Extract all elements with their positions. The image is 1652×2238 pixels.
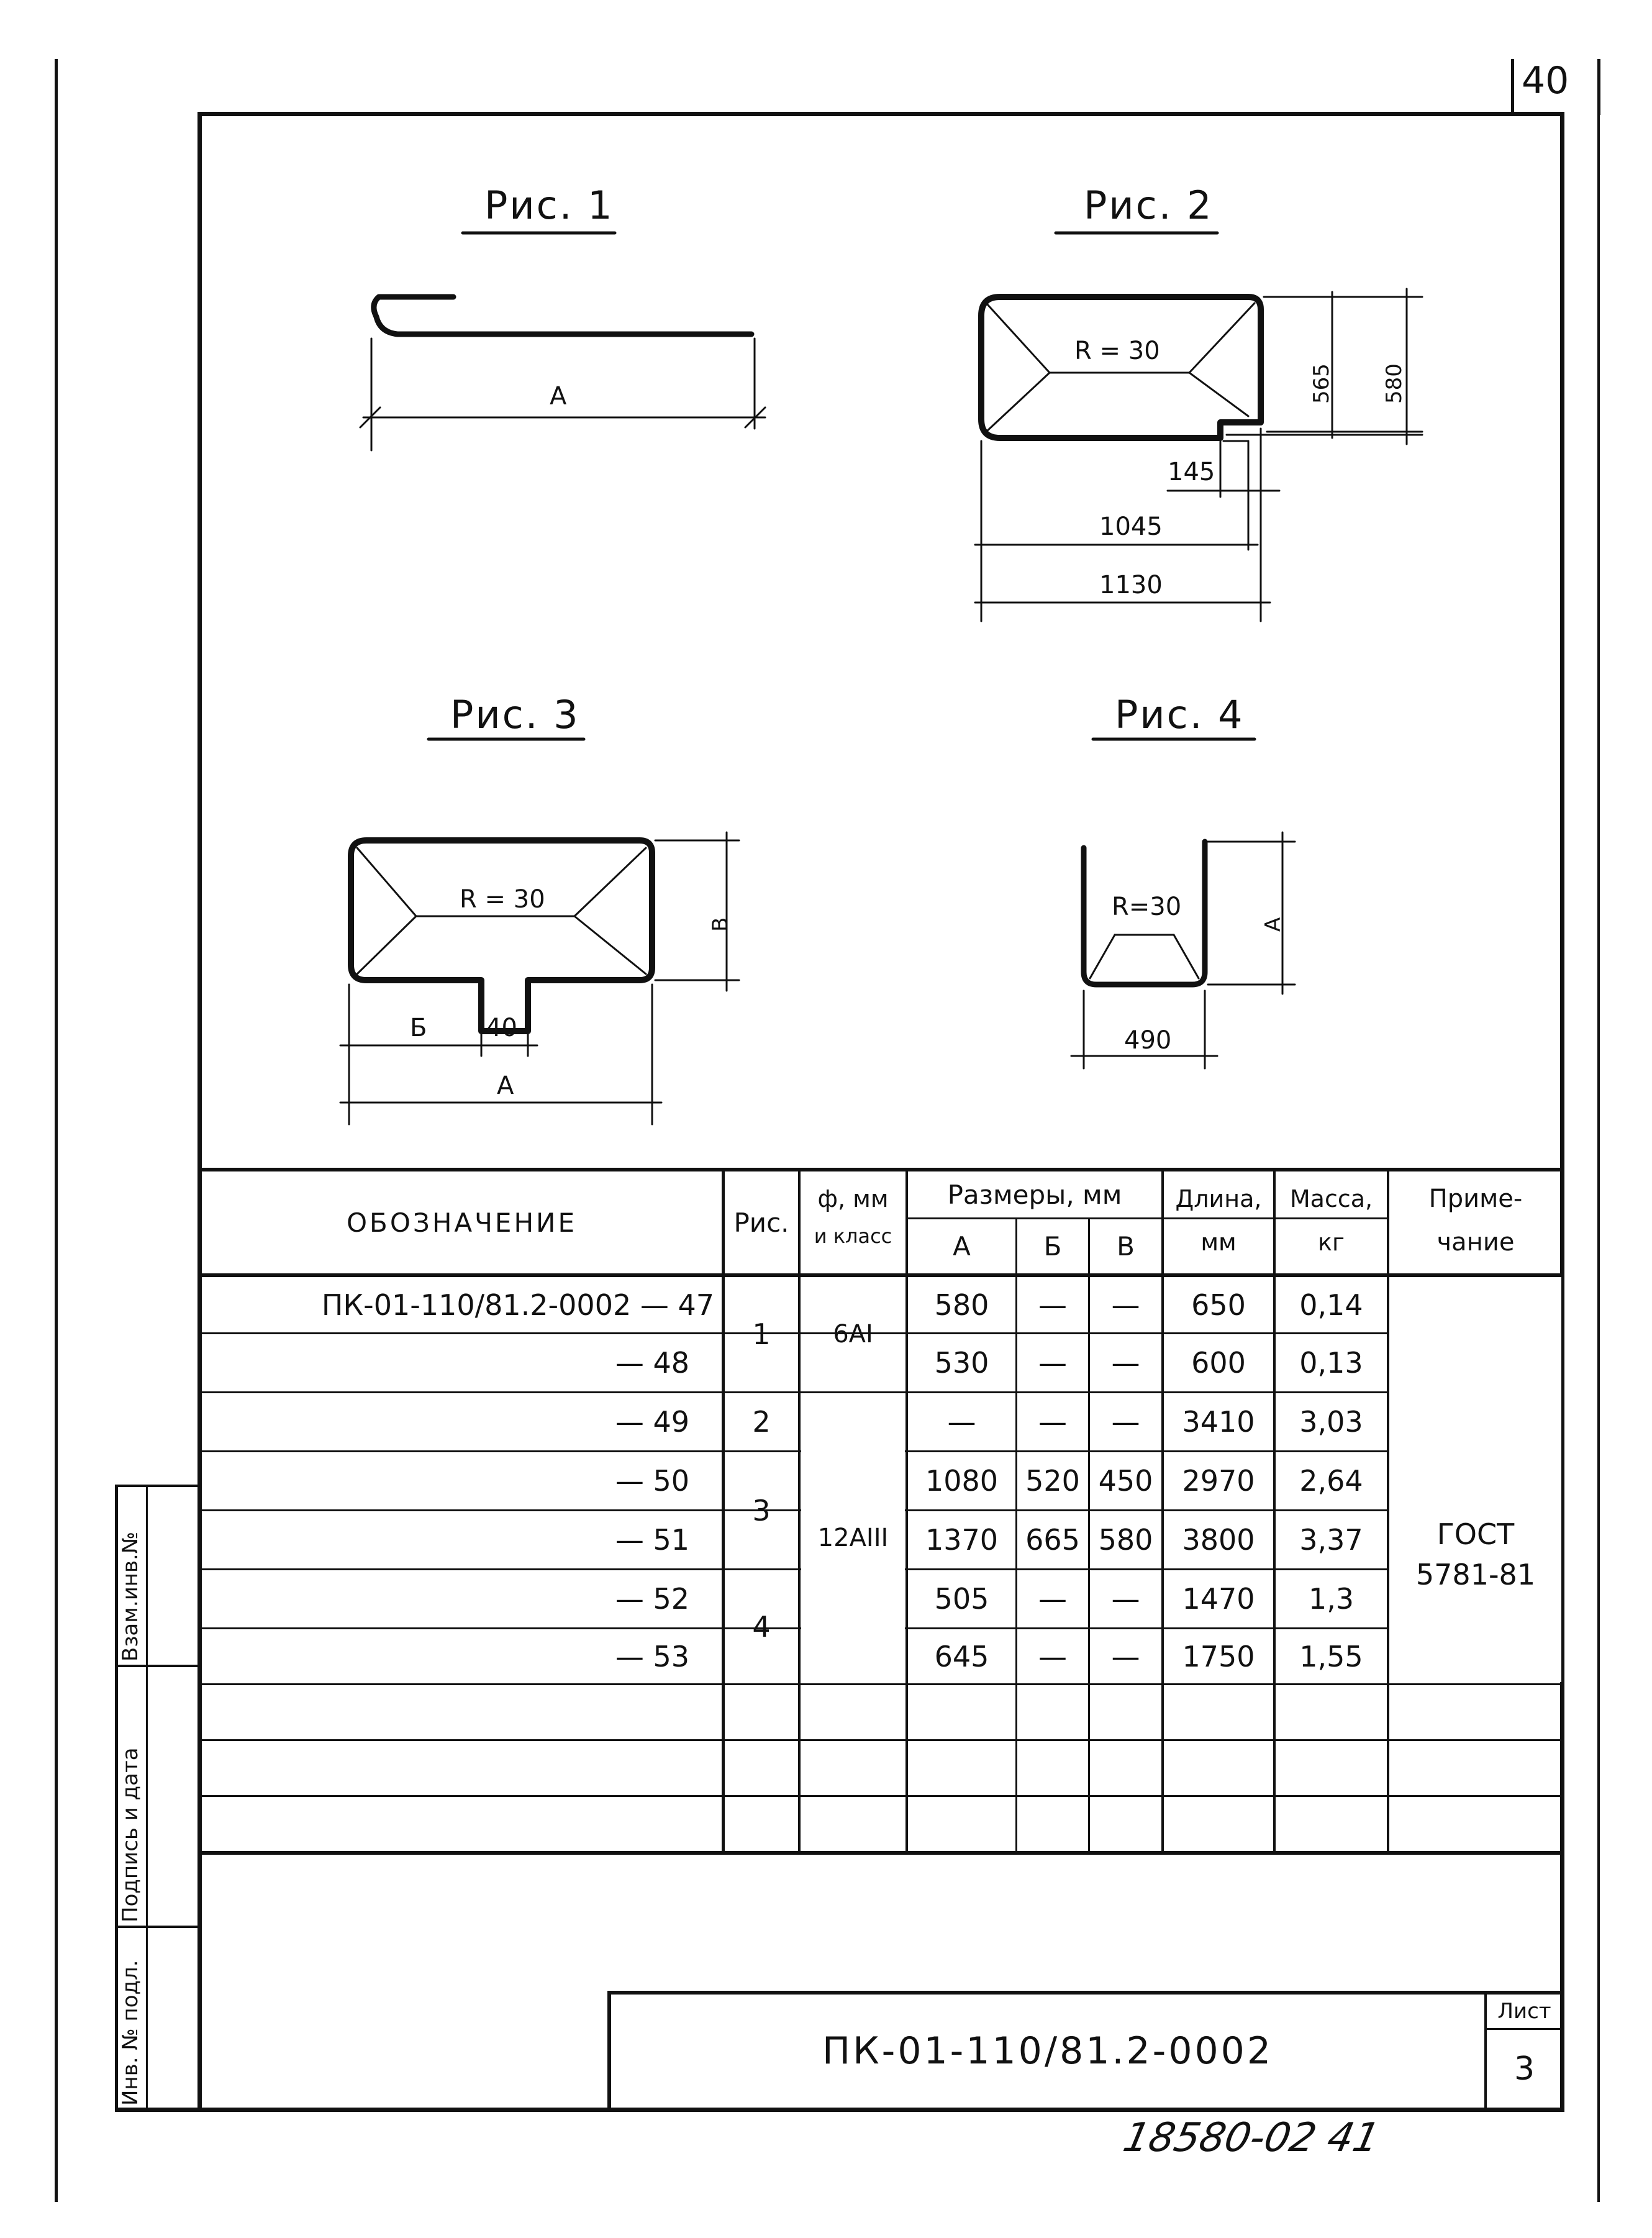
fig3-dim-a: А	[497, 1071, 514, 1100]
hdr-size-v: В	[1117, 1231, 1135, 1262]
fig-group-2: 2	[752, 1405, 771, 1439]
row-49-v: —	[1111, 1405, 1140, 1439]
row-48-a: 530	[934, 1346, 989, 1380]
row-52-a: 505	[934, 1582, 989, 1616]
row-53-a: 645	[934, 1639, 989, 1673]
row-53-designation: — 53	[615, 1639, 689, 1673]
fig2-stirrup	[981, 297, 1261, 438]
row-52-b: —	[1038, 1582, 1067, 1616]
title-code: ПК-01-110/81.2-0002	[822, 2029, 1274, 2073]
row-48-designation: — 48	[615, 1346, 689, 1380]
hdr-size-a: А	[953, 1231, 971, 1262]
fig-group-3: 3	[752, 1493, 771, 1527]
hdr-size-b: Б	[1043, 1231, 1062, 1262]
hdr-length-1: Длина,	[1175, 1185, 1262, 1212]
fig3-title: Рис. 3	[450, 692, 580, 737]
fig4-dim-490: 490	[1124, 1026, 1172, 1055]
fig3-dim-b: Б	[410, 1014, 427, 1042]
fig-group-1: 1	[752, 1317, 771, 1351]
fig4-dim-a: А	[1261, 917, 1286, 932]
fig1-dim-a: А	[550, 382, 567, 411]
row-47-v: —	[1111, 1288, 1140, 1322]
class-group-2: 12АIII	[817, 1523, 889, 1552]
row-52-mass: 1,3	[1308, 1582, 1355, 1616]
fig1-title: Рис. 1	[484, 183, 614, 228]
fig3-dim-v: В	[708, 917, 733, 932]
side-inv-podl: Инв. № подл.	[118, 1960, 143, 2106]
side-podpis-data: Подпись и дата	[118, 1747, 143, 1922]
row-53-v: —	[1111, 1639, 1140, 1673]
row-51-b: 665	[1025, 1523, 1080, 1557]
hdr-mass-1: Масса,	[1289, 1185, 1373, 1212]
row-48-b: —	[1038, 1346, 1067, 1380]
hdr-mass-2: кг	[1318, 1229, 1345, 1256]
row-48-mass: 0,13	[1299, 1346, 1363, 1380]
note-gost-2: 5781-81	[1415, 1558, 1536, 1591]
hdr-designation: ОБОЗНАЧЕНИЕ	[346, 1207, 578, 1238]
row-51-mass: 3,37	[1299, 1523, 1363, 1557]
row-49-designation: — 49	[615, 1405, 689, 1439]
row-47-designation: ПК-01-110/81.2-0002 — 47	[321, 1288, 714, 1322]
row-50-a: 1080	[925, 1464, 999, 1498]
fig2-dim-1130: 1130	[1099, 571, 1163, 599]
fig3-dim-40: 40	[486, 1014, 517, 1042]
row-50-mass: 2,64	[1299, 1464, 1363, 1498]
hdr-fig: Рис.	[733, 1207, 789, 1238]
fig2-dim-565: 565	[1309, 363, 1334, 404]
row-49-mass: 3,03	[1299, 1405, 1363, 1439]
row-51-designation: — 51	[615, 1523, 689, 1557]
fig2-radius: R = 30	[1074, 337, 1160, 365]
handwritten-note: 18580-02 41	[1119, 2115, 1384, 2161]
row-53-b: —	[1038, 1639, 1067, 1673]
row-48-length: 600	[1191, 1346, 1246, 1380]
side-vzam-inv: Взам.инв.№	[118, 1531, 143, 1662]
row-48-v: —	[1111, 1346, 1140, 1380]
fig2-dim-145: 145	[1168, 458, 1215, 486]
hdr-note-1: Приме-	[1428, 1185, 1523, 1213]
note-gost-1: ГОСТ	[1436, 1517, 1515, 1551]
fig4-radius: R=30	[1112, 893, 1182, 921]
row-47-mass: 0,14	[1299, 1288, 1363, 1322]
fig2-title: Рис. 2	[1084, 183, 1214, 228]
hdr-sizes: Размеры, мм	[947, 1179, 1122, 1210]
row-49-b: —	[1038, 1405, 1067, 1439]
top-sheet-number: 40	[1522, 59, 1569, 102]
class-group-1: 6АI	[833, 1320, 873, 1349]
row-49-length: 3410	[1182, 1405, 1255, 1439]
fig4-title: Рис. 4	[1115, 692, 1245, 737]
row-47-length: 650	[1191, 1288, 1246, 1322]
row-52-length: 1470	[1182, 1582, 1255, 1616]
row-51-length: 3800	[1182, 1523, 1255, 1557]
row-50-length: 2970	[1182, 1464, 1255, 1498]
row-52-designation: — 52	[615, 1582, 689, 1616]
fig-group-4: 4	[752, 1610, 771, 1644]
hdr-phi-1: ф, мм	[817, 1185, 889, 1212]
row-50-designation: — 50	[615, 1464, 689, 1498]
row-52-v: —	[1111, 1582, 1140, 1616]
row-53-mass: 1,55	[1299, 1639, 1363, 1673]
hdr-phi-2: и класс	[814, 1224, 892, 1248]
row-49-a: —	[947, 1405, 976, 1439]
sheet-number: 3	[1514, 2050, 1535, 2088]
fig3-radius: R = 30	[460, 885, 545, 914]
row-51-a: 1370	[925, 1523, 999, 1557]
fig2-dim-1045: 1045	[1099, 512, 1163, 541]
row-47-a: 580	[934, 1288, 989, 1322]
hdr-note-2: чание	[1436, 1228, 1515, 1257]
row-51-v: 580	[1098, 1523, 1153, 1557]
fig1-bar	[374, 297, 751, 334]
row-50-b: 520	[1025, 1464, 1080, 1498]
row-53-length: 1750	[1182, 1639, 1255, 1673]
sheet-label: Лист	[1497, 1999, 1551, 2024]
hdr-length-2: мм	[1200, 1229, 1237, 1256]
fig2-dim-580: 580	[1382, 363, 1407, 404]
row-47-b: —	[1038, 1288, 1067, 1322]
row-50-v: 450	[1098, 1464, 1153, 1498]
